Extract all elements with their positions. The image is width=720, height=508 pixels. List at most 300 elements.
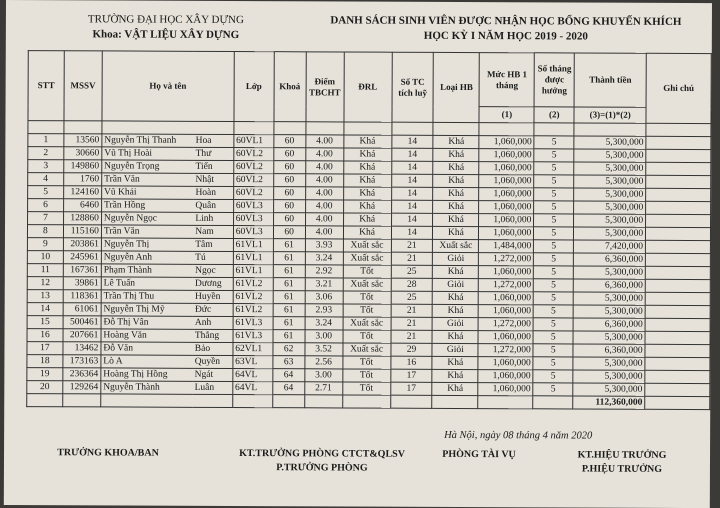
- cell-stt: 14: [27, 303, 63, 316]
- cell-thang: 5: [534, 201, 574, 214]
- cell-ten: Tú: [193, 251, 233, 264]
- cell-diem: 2.93: [305, 304, 343, 317]
- cell-ho: Hoàng Thị Hồng: [101, 368, 193, 381]
- header-left: [46, 12, 286, 43]
- cell-khoa: 61: [273, 265, 305, 278]
- sub-header-2: (2): [534, 107, 574, 123]
- cell-diem: 3.24: [305, 317, 343, 330]
- cell-ghichu: [646, 149, 711, 162]
- cell-ho: Lò A: [101, 355, 193, 368]
- cell-khoa: 61: [273, 291, 305, 304]
- cell-tien: 6,360,000: [574, 253, 646, 266]
- cell-ghichu: [645, 292, 710, 305]
- cell-loai: Khá: [433, 304, 479, 317]
- cell-khoa: 61: [273, 304, 305, 317]
- cell-loai: Khá: [433, 200, 479, 213]
- cell-thang: 5: [534, 214, 574, 227]
- cell-tc: 17: [390, 369, 432, 382]
- cell-thang: 5: [534, 149, 574, 162]
- cell-diem: 3.93: [305, 239, 343, 252]
- cell-khoa: 61: [273, 330, 305, 343]
- col-sothang: Số tháng được hưởng: [534, 53, 574, 107]
- cell-ho: Nguyễn Thị Mỹ: [101, 303, 193, 316]
- cell-mssv: 207661: [63, 329, 101, 342]
- cell-diem: 2.56: [305, 356, 343, 369]
- cell-ten: Luân: [193, 381, 233, 394]
- cell-tien: 5,300,000: [573, 370, 645, 383]
- cell-khoa: 60: [273, 213, 305, 226]
- cell-drl: Khá: [343, 148, 391, 161]
- cell-khoa: 64: [272, 382, 304, 395]
- cell-tc: 14: [391, 213, 433, 226]
- cell-lop: 61VL1: [233, 238, 273, 251]
- cell-tien: 5,300,000: [574, 201, 646, 214]
- cell-tien: 6,360,000: [573, 318, 645, 331]
- col-stt: STT: [28, 51, 64, 121]
- cell-drl: Khá: [343, 174, 391, 187]
- col-mssv: MSSV: [64, 51, 102, 121]
- cell-lop: 61VL3: [233, 329, 273, 342]
- cell-khoa: 60: [273, 226, 305, 239]
- cell-lop: 60VL3: [233, 225, 273, 238]
- cell-muc: 1,272,000: [478, 344, 533, 357]
- header-right: [316, 13, 696, 45]
- cell-loai: Khá: [433, 226, 479, 239]
- cell-loai: Khá: [433, 135, 479, 148]
- cell-muc: 1,060,000: [478, 370, 533, 383]
- cell-diem: 3.00: [304, 369, 342, 382]
- cell-thang: 5: [534, 253, 574, 266]
- cell-tien: 5,300,000: [573, 357, 645, 370]
- cell-tc: 28: [391, 278, 433, 291]
- cell-tc: 14: [391, 200, 433, 213]
- cell-tc: 21: [391, 304, 433, 317]
- cell-ho: Nguyễn Ngọc: [101, 212, 193, 225]
- col-sotc: Số TC tích luỹ: [392, 52, 434, 122]
- cell-muc: 1,272,000: [478, 318, 533, 331]
- cell-drl: Khá: [343, 161, 391, 174]
- cell-tien: 5,300,000: [573, 383, 645, 396]
- cell-ho: Nguyễn Thành: [101, 381, 193, 394]
- cell-drl: Tốt: [343, 265, 391, 278]
- cell-tien: 5,300,000: [573, 292, 645, 305]
- cell-ghichu: [645, 331, 710, 344]
- cell-lop: 60VL2: [234, 147, 274, 160]
- cell-thang: 5: [533, 383, 573, 396]
- cell-muc: 1,060,000: [479, 175, 534, 188]
- cell-lop: 61VL2: [233, 303, 273, 316]
- cell-ten: Bảo: [193, 342, 233, 355]
- cell-lop: 60VL2: [233, 186, 273, 199]
- col-name: Họ và tên: [102, 51, 234, 122]
- cell-ten: Thắng: [193, 329, 233, 342]
- col-lop: Lớp: [234, 51, 274, 121]
- cell-tien: 5,300,000: [573, 331, 645, 344]
- cell-ho: Đỗ Văn: [101, 342, 193, 355]
- cell-thang: 5: [533, 344, 573, 357]
- cell-ho: Nguyễn Trọng: [102, 160, 194, 173]
- cell-tc: 14: [391, 187, 433, 200]
- cell-mssv: 39861: [63, 277, 101, 290]
- cell-ghichu: [645, 266, 710, 279]
- signature-finance: [424, 448, 534, 462]
- document-title: DANH SÁCH SINH VIÊN ĐƯỢC NHẬN HỌC BỔNG KHUYẾN KHÍCH: [330, 14, 682, 28]
- cell-tien: 5,300,000: [574, 175, 646, 188]
- cell-ghichu: [646, 214, 711, 227]
- cell-muc: 1,060,000: [479, 266, 534, 279]
- cell-lop: 60VL2: [233, 173, 273, 186]
- cell-thang: 5: [534, 136, 574, 149]
- cell-khoa: 61: [273, 317, 305, 330]
- cell-ghichu: [646, 201, 711, 214]
- cell-muc: 1,060,000: [479, 227, 534, 240]
- cell-muc: 1,060,000: [479, 305, 534, 318]
- cell-mssv: 124160: [64, 186, 102, 199]
- cell-thang: 5: [533, 331, 573, 344]
- cell-ho: Nguyễn Thị Thanh: [102, 134, 194, 147]
- cell-thang: 5: [534, 162, 574, 175]
- col-diem: Điểm TBCHT: [306, 52, 344, 122]
- cell-loai: Giỏi: [433, 278, 479, 291]
- cell-ghichu: [646, 162, 711, 175]
- cell-ghichu: [645, 279, 710, 292]
- cell-tc: 25: [391, 265, 433, 278]
- cell-ho: Nguyễn Thị: [101, 238, 193, 251]
- cell-thang: 5: [533, 305, 573, 318]
- cell-thang: 5: [534, 279, 574, 292]
- signature-vice-rector: [552, 448, 692, 477]
- cell-mssv: 500461: [63, 316, 101, 329]
- signature-vice-rector-title: KT.HIỆU TRƯỞNG: [577, 449, 667, 461]
- cell-thang: 5: [533, 292, 573, 305]
- cell-diem: 4.00: [305, 187, 343, 200]
- cell-tien: 6,360,000: [573, 344, 645, 357]
- cell-lop: 61VL2: [233, 277, 273, 290]
- cell-ten: Quân: [193, 199, 233, 212]
- cell-loai: Khá: [433, 174, 479, 187]
- cell-stt: 20: [27, 381, 63, 394]
- cell-thang: 5: [534, 227, 574, 240]
- cell-stt: 17: [27, 342, 63, 355]
- cell-diem: 4.00: [305, 161, 343, 174]
- cell-ten: Linh: [193, 212, 233, 225]
- cell-ghichu: [645, 318, 710, 331]
- cell-muc: 1,060,000: [479, 136, 534, 149]
- cell-loai: Khá: [432, 382, 478, 395]
- cell-khoa: 60: [274, 135, 306, 148]
- cell-tien: 5,300,000: [574, 149, 646, 162]
- cell-loai: Khá: [433, 213, 479, 226]
- cell-ghichu: [646, 240, 711, 253]
- cell-stt: 19: [27, 368, 63, 381]
- cell-loai: Xuất sắc: [433, 239, 479, 252]
- cell-mssv: 167361: [63, 264, 101, 277]
- cell-tc: 25: [391, 291, 433, 304]
- cell-drl: Tốt: [343, 291, 391, 304]
- cell-muc: 1,060,000: [478, 357, 533, 370]
- cell-tc: 21: [391, 252, 433, 265]
- cell-stt: 4: [28, 173, 64, 186]
- cell-ten: Ngát: [193, 368, 233, 381]
- cell-ten: Đức: [193, 303, 233, 316]
- cell-drl: Tốt: [342, 382, 390, 395]
- cell-lop: 60VL3: [233, 212, 273, 225]
- cell-diem: 4.00: [305, 200, 343, 213]
- cell-drl: Xuất sắc: [343, 239, 391, 252]
- cell-khoa: 60: [273, 200, 305, 213]
- cell-ghichu: [645, 344, 710, 357]
- cell-lop: 62VL1: [233, 342, 273, 355]
- cell-lop: 61VL1: [233, 264, 273, 277]
- cell-loai: Khá: [433, 187, 479, 200]
- cell-stt: 1: [28, 134, 64, 147]
- cell-tien: 5,300,000: [573, 305, 645, 318]
- cell-tien: 5,300,000: [574, 136, 646, 149]
- cell-tc: 21: [391, 330, 433, 343]
- cell-tien: 6,360,000: [573, 279, 645, 292]
- cell-ho: Trần Văn: [102, 173, 194, 186]
- cell-tc: 21: [391, 239, 433, 252]
- cell-thang: 5: [534, 175, 574, 188]
- cell-stt: 13: [27, 290, 63, 303]
- cell-ten: Nam: [193, 225, 233, 238]
- cell-loai: Khá: [433, 265, 479, 278]
- date-line: Hà Nội, ngày 08 tháng 4 năm 2020: [444, 429, 593, 442]
- cell-mssv: 13462: [63, 342, 101, 355]
- faculty-name: Khoa: VẬT LIỆU XÂY DỰNG: [92, 28, 240, 42]
- cell-tc: 16: [390, 356, 432, 369]
- cell-khoa: 60: [273, 148, 305, 161]
- cell-ho: Hoàng Văn: [101, 329, 193, 342]
- cell-tc: 14: [391, 161, 433, 174]
- cell-loai: Giỏi: [433, 252, 479, 265]
- cell-thang: 5: [534, 188, 574, 201]
- cell-lop: 60VL3: [233, 199, 273, 212]
- cell-ghichu: [645, 253, 710, 266]
- cell-muc: 1,060,000: [479, 214, 534, 227]
- cell-ten: Nhật: [193, 173, 233, 186]
- cell-tc: 21: [391, 317, 433, 330]
- cell-tc: 14: [391, 135, 433, 148]
- cell-diem: 3.21: [305, 278, 343, 291]
- document-page: [4, 0, 712, 508]
- cell-muc: 1,060,000: [479, 188, 534, 201]
- cell-tien: 5,300,000: [574, 227, 646, 240]
- cell-ghichu: [645, 383, 710, 396]
- signature-student-affairs-role: P.TRƯỞNG PHÒNG: [276, 462, 368, 474]
- cell-tien: 5,300,000: [574, 162, 646, 175]
- cell-khoa: 62: [273, 343, 305, 356]
- cell-tc: 14: [391, 226, 433, 239]
- cell-drl: Xuất sắc: [343, 317, 391, 330]
- col-thanhtien: Thành tiền: [574, 53, 646, 107]
- cell-ho: Vũ Khải: [102, 186, 194, 199]
- cell-ho: Vũ Thị Hoài: [102, 147, 194, 160]
- cell-stt: 16: [27, 329, 63, 342]
- cell-ho: Trần Thị Thu: [101, 290, 193, 303]
- cell-loai: Khá: [433, 161, 479, 174]
- document-subtitle: HỌC KỲ I NĂM HỌC 2019 - 2020: [423, 29, 588, 43]
- cell-stt: 7: [28, 212, 64, 225]
- cell-loai: Giỏi: [432, 343, 478, 356]
- cell-loai: Khá: [433, 148, 479, 161]
- cell-stt: 10: [27, 251, 63, 264]
- cell-stt: 8: [27, 225, 63, 238]
- cell-drl: Tốt: [343, 330, 391, 343]
- col-ghichu: Ghi chú: [646, 53, 711, 123]
- table-body: [27, 134, 711, 397]
- cell-muc: 1,060,000: [479, 149, 534, 162]
- cell-mssv: 1760: [64, 173, 102, 186]
- cell-loai: Khá: [432, 369, 478, 382]
- cell-lop: 61VL1: [233, 251, 273, 264]
- cell-ho: Nguyễn Anh: [101, 251, 193, 264]
- cell-muc: 1,060,000: [478, 331, 533, 344]
- cell-drl: Tốt: [342, 369, 390, 382]
- cell-diem: 3.00: [305, 330, 343, 343]
- cell-drl: Khá: [343, 226, 391, 239]
- cell-muc: 1,272,000: [479, 253, 534, 266]
- cell-ghichu: [645, 370, 710, 383]
- cell-mssv: 118361: [63, 290, 101, 303]
- cell-ten: Huyền: [193, 290, 233, 303]
- cell-ten: Hoa: [194, 134, 234, 147]
- cell-lop: 64VL: [233, 368, 273, 381]
- cell-mssv: 245961: [63, 251, 101, 264]
- cell-stt: 3: [28, 160, 64, 173]
- cell-ghichu: [646, 188, 711, 201]
- cell-ho: Trần Hồng: [101, 199, 193, 212]
- cell-ghichu: [645, 357, 710, 370]
- col-loaihb: Loại HB: [433, 52, 479, 122]
- cell-tc: 29: [391, 343, 433, 356]
- cell-thang: 5: [533, 370, 573, 383]
- cell-khoa: 64: [273, 369, 305, 382]
- cell-khoa: 60: [273, 161, 305, 174]
- cell-drl: Xuất sắc: [343, 343, 391, 356]
- cell-tc: 17: [390, 382, 432, 395]
- cell-diem: 4.00: [305, 226, 343, 239]
- cell-khoa: 63: [273, 356, 305, 369]
- cell-khoa: 61: [273, 252, 305, 265]
- sub-header-1: (1): [479, 107, 534, 123]
- cell-ho: Phạm Thành: [101, 264, 193, 277]
- cell-loai: Giỏi: [433, 317, 479, 330]
- cell-drl: Khá: [343, 200, 391, 213]
- cell-diem: 3.06: [305, 291, 343, 304]
- cell-thang: 5: [533, 357, 573, 370]
- cell-stt: 11: [27, 264, 63, 277]
- cell-diem: 3.24: [305, 252, 343, 265]
- cell-diem: 4.00: [305, 148, 343, 161]
- cell-diem: 4.00: [305, 135, 343, 148]
- university-name: TRƯỜNG ĐẠI HỌC XÂY DỰNG: [87, 13, 244, 27]
- cell-thang: 5: [533, 318, 573, 331]
- signature-dean-title: TRƯỞNG KHOA/BAN: [57, 447, 159, 459]
- cell-mssv: 149860: [64, 160, 102, 173]
- cell-drl: Khá: [343, 187, 391, 200]
- cell-ten: Quyền: [193, 355, 233, 368]
- cell-tien: 5,300,000: [574, 214, 646, 227]
- cell-diem: 2.92: [305, 265, 343, 278]
- cell-thang: 5: [534, 266, 574, 279]
- cell-ho: Lê Tuấn: [101, 277, 193, 290]
- cell-lop: 60VL1: [234, 134, 274, 147]
- cell-muc: 1,060,000: [479, 292, 534, 305]
- signature-dean: [38, 446, 178, 461]
- cell-diem: 2.71: [304, 382, 342, 395]
- cell-tien: 5,300,000: [574, 266, 646, 279]
- cell-muc: 1,484,000: [479, 240, 534, 253]
- cell-ten: Thư: [194, 147, 234, 160]
- cell-mssv: 173163: [63, 355, 101, 368]
- cell-khoa: 60: [273, 187, 305, 200]
- cell-ghichu: [646, 227, 711, 240]
- cell-muc: 1,060,000: [479, 162, 534, 175]
- cell-tc: 14: [391, 148, 433, 161]
- cell-ho: Trần Văn: [101, 225, 193, 238]
- cell-mssv: 13560: [64, 134, 102, 147]
- cell-ten: Hoàn: [193, 186, 233, 199]
- cell-diem: 3.52: [305, 343, 343, 356]
- cell-stt: 18: [27, 355, 63, 368]
- cell-ghichu: [646, 175, 711, 188]
- col-khoa: Khoá: [274, 52, 306, 122]
- cell-tien: 5,300,000: [574, 188, 646, 201]
- cell-khoa: 60: [273, 174, 305, 187]
- cell-drl: Tốt: [343, 356, 391, 369]
- cell-mssv: 6460: [63, 199, 101, 212]
- cell-khoa: 61: [273, 239, 305, 252]
- cell-stt: 15: [27, 316, 63, 329]
- cell-muc: 1,060,000: [478, 383, 533, 396]
- cell-diem: 4.00: [305, 213, 343, 226]
- cell-ten: Tiến: [194, 160, 234, 173]
- cell-mssv: 203861: [63, 238, 101, 251]
- cell-loai: Khá: [432, 330, 478, 343]
- cell-ten: Dương: [193, 277, 233, 290]
- cell-mssv: 236364: [63, 368, 101, 381]
- cell-muc: 1,060,000: [479, 201, 534, 214]
- col-muchb: Mức HB 1 tháng: [479, 53, 534, 107]
- cell-loai: Khá: [432, 356, 478, 369]
- signature-finance-title: PHÒNG TÀI VỤ: [442, 448, 516, 461]
- cell-loai: Khá: [433, 291, 479, 304]
- cell-mssv: 128860: [63, 212, 101, 225]
- cell-ho: Đỗ Thị Vân: [101, 316, 193, 329]
- cell-diem: 4.00: [305, 174, 343, 187]
- cell-stt: 5: [28, 186, 64, 199]
- cell-tien: 7,420,000: [574, 240, 646, 253]
- cell-thang: 5: [534, 240, 574, 253]
- signature-vice-rector-role: P.HIỆU TRƯỞNG: [581, 463, 663, 475]
- signature-student-affairs: [222, 447, 422, 476]
- cell-stt: 6: [28, 199, 64, 212]
- cell-lop: 61VL3: [233, 316, 273, 329]
- cell-drl: Khá: [343, 135, 391, 148]
- cell-mssv: 61061: [63, 303, 101, 316]
- cell-stt: 12: [27, 277, 63, 290]
- cell-lop: 60VL2: [233, 160, 273, 173]
- cell-drl: Tốt: [343, 304, 391, 317]
- cell-khoa: 61: [273, 278, 305, 291]
- cell-stt: 2: [28, 147, 64, 160]
- cell-stt: 9: [27, 238, 63, 251]
- sub-header-3: (3)=(1)*(2): [574, 107, 646, 123]
- cell-ten: Tâm: [193, 238, 233, 251]
- col-drl: ĐRL: [344, 52, 392, 122]
- cell-lop: 64VL: [233, 381, 273, 394]
